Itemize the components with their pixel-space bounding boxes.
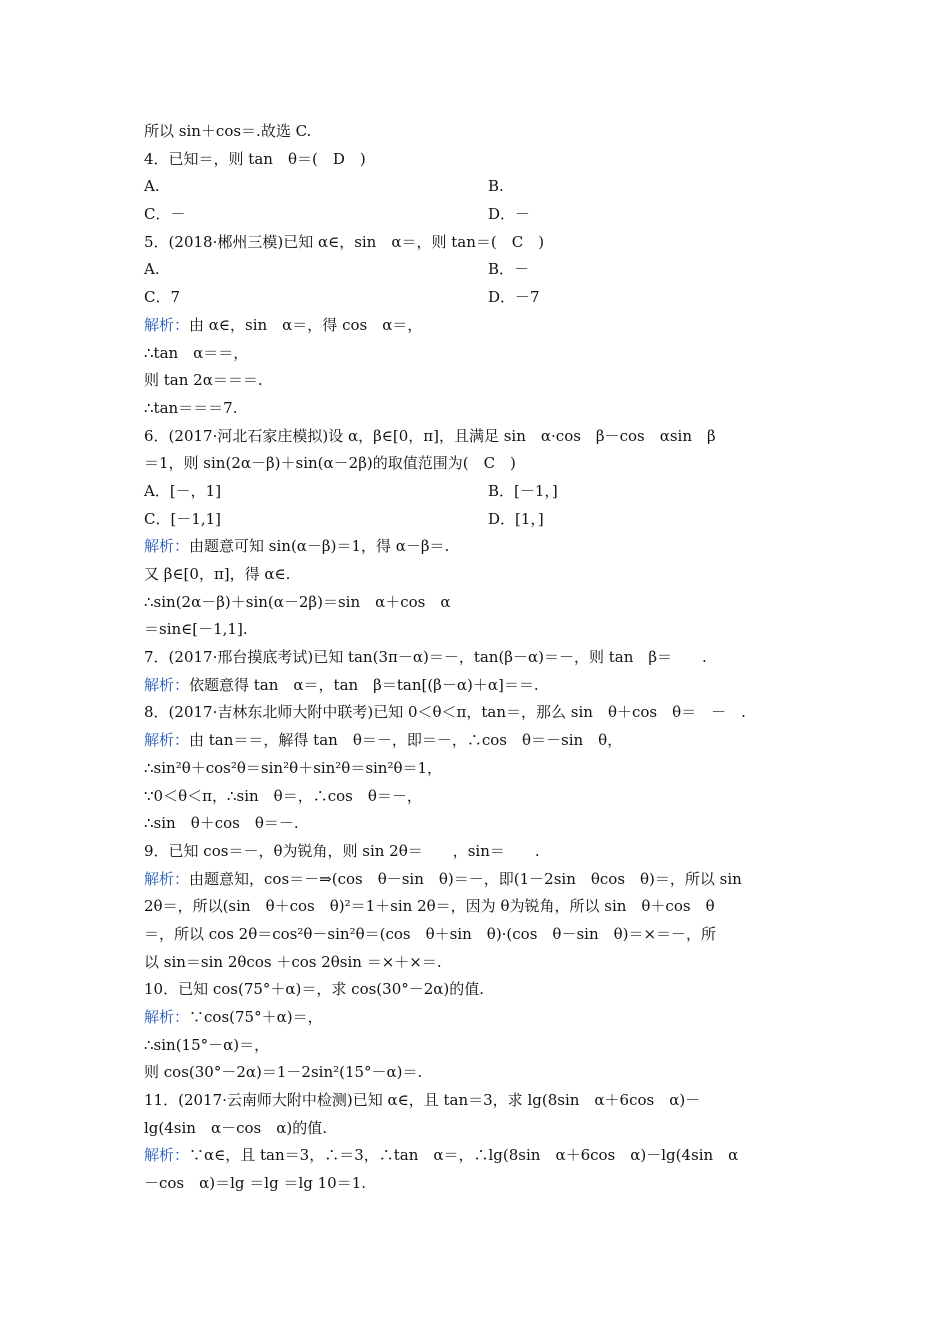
text-line (144, 173, 810, 201)
option-right: D．－ (488, 205, 531, 224)
text-line (144, 921, 810, 949)
text-line (144, 976, 810, 1004)
line-text: －cos α)＝lg ＝lg ＝lg 10＝1. (144, 1174, 367, 1193)
text-line (144, 312, 810, 340)
line-text: ＝sin∈[－1,1]. (144, 620, 248, 639)
line-text: 6．(2017·河北石家庄模拟)设 α，β∈[0，π]，且满足 sin α·cos β－cos αsin β (144, 426, 716, 445)
text-line (144, 423, 810, 451)
analysis-label: 解析： (144, 1146, 190, 1165)
line-text: 11．(2017·云南师大附中检测)已知 α∈，且 tan＝3，求 lg(8sin α＋6cos α)－ (144, 1091, 701, 1110)
option-left: A. (144, 260, 160, 279)
option-right: B. (488, 177, 504, 196)
option-right: D．－7 (488, 288, 540, 307)
line-text: ∵0＜θ＜π，∴sin θ＝，∴cos θ＝－， (144, 786, 422, 805)
text-line (144, 450, 810, 478)
text-line (144, 533, 810, 561)
analysis-label: 解析： (144, 731, 190, 750)
line-text: 9．已知 cos＝－，θ为锐角，则 sin 2θ＝ ，sin＝ . (144, 841, 540, 860)
text-line (144, 1142, 810, 1170)
text-line (144, 506, 810, 534)
text-line (144, 893, 810, 921)
option-right: B．－ (488, 260, 530, 279)
line-text: lg(4sin α－cos α)的值. (144, 1118, 327, 1137)
text-line (144, 1115, 810, 1143)
text-line (144, 118, 810, 146)
line-text: ∵cos(75°＋α)＝， (189, 1008, 323, 1026)
text-line (144, 478, 810, 506)
option-left: A．[－，1] (144, 481, 222, 500)
text-line (144, 367, 810, 395)
line-text: 7．(2017·邢台摸底考试)已知 tan(3π－α)＝－，tan(β－α)＝－，则 tan β＝ . (144, 648, 707, 667)
text-line (144, 561, 810, 589)
text-line (144, 699, 810, 727)
text-line (144, 229, 810, 257)
text-line (144, 1059, 810, 1087)
text-line (144, 395, 810, 423)
line-text: 由题意知，cos＝－⇒(cos θ－sin θ)＝－，即(1－2sin θcos θ)＝，所以 sin (189, 869, 742, 888)
line-text: ∴sin²θ＋cos²θ＝sin²θ＋sin²θ＝sin²θ＝1， (144, 758, 443, 777)
line-text: ＝1，则 sin(2α－β)＋sin(α－2β)的取值范围为( C ) (144, 454, 516, 473)
line-text: 则 tan 2α＝＝＝. (144, 371, 263, 390)
text-line (144, 616, 810, 644)
line-text: 依题意得 tan α＝，tan β＝tan[(β－α)＋α]＝＝. (189, 675, 539, 694)
option-left: C．－ (144, 205, 186, 224)
option-left: C．[－1,1] (144, 509, 222, 528)
line-text: ∴tan＝＝＝7. (144, 398, 238, 417)
line-text: ∴sin(15°－α)＝， (144, 1035, 270, 1054)
text-line (144, 644, 810, 672)
text-line (144, 1087, 810, 1115)
line-text: 4．已知＝，则 tan θ＝( D ) (144, 149, 366, 168)
text-line (144, 589, 810, 617)
text-line (144, 672, 810, 700)
line-text: 10．已知 cos(75°＋α)＝，求 cos(30°－2α)的值. (144, 980, 485, 999)
text-line (144, 866, 810, 894)
line-text: 由 tan＝＝，解得 tan θ＝－，即＝－，∴cos θ＝－sin θ， (189, 731, 623, 750)
text-line (144, 949, 810, 977)
text-line (144, 810, 810, 838)
line-text: 所以 sin＋cos＝.故选 C. (144, 122, 312, 140)
line-text: 由题意可知 sin(α－β)＝1，得 α－β＝. (189, 537, 450, 556)
line-text: ＝，所以 cos 2θ＝cos²θ－sin²θ＝(cos θ＋sin θ)·(cos θ－sin θ)＝×＝－，所 (144, 924, 717, 943)
option-left: A. (144, 177, 160, 196)
line-text: 则 cos(30°－2α)＝1－2sin²(15°－α)＝. (144, 1063, 423, 1082)
line-text: 5．(2018·郴州三模)已知 α∈，sin α＝，则 tan＝( C ) (144, 232, 545, 251)
text-line (144, 1170, 810, 1198)
analysis-label: 解析： (144, 537, 190, 556)
text-line (144, 201, 810, 229)
document-page (144, 118, 810, 1198)
analysis-label: 解析： (144, 315, 190, 334)
line-text: ∵α∈，且 tan＝3，∴＝3，∴tan α＝，∴lg(8sin α＋6cos α)－lg(4sin α (189, 1146, 739, 1165)
text-line (144, 284, 810, 312)
line-text: 2θ＝，所以(sin θ＋cos θ)²＝1＋sin 2θ＝，因为 θ为锐角，所以 sin θ＋cos θ (144, 897, 715, 916)
text-line (144, 1004, 810, 1032)
text-line (144, 256, 810, 284)
analysis-label: 解析： (144, 869, 190, 888)
text-line (144, 146, 810, 174)
line-text: ∴sin θ＋cos θ＝－. (144, 814, 299, 833)
line-text: ∴sin(2α－β)＋sin(α－2β)＝sin α＋cos α (144, 592, 451, 611)
text-line (144, 838, 810, 866)
analysis-label: 解析： (144, 675, 190, 694)
line-text: ∴tan α＝＝， (144, 343, 249, 362)
line-text: 又 β∈[0，π]，得 α∈. (144, 565, 291, 583)
option-right: B．[－1，] (488, 481, 558, 500)
text-line (144, 783, 810, 811)
text-line (144, 340, 810, 368)
line-text: 由 α∈，sin α＝，得 cos α＝， (189, 315, 423, 334)
text-line (144, 755, 810, 783)
option-left: C．7 (144, 288, 181, 307)
text-line (144, 1032, 810, 1060)
option-right: D．[1，] (488, 509, 544, 528)
line-text: 8．(2017·吉林东北师大附中联考)已知 0＜θ＜π，tan＝，那么 sin θ＋cos θ＝ － . (144, 703, 746, 722)
text-line (144, 727, 810, 755)
analysis-label: 解析： (144, 1008, 190, 1026)
line-text: 以 sin＝sin 2θcos ＋cos 2θsin ＝×＋×＝. (144, 952, 442, 971)
